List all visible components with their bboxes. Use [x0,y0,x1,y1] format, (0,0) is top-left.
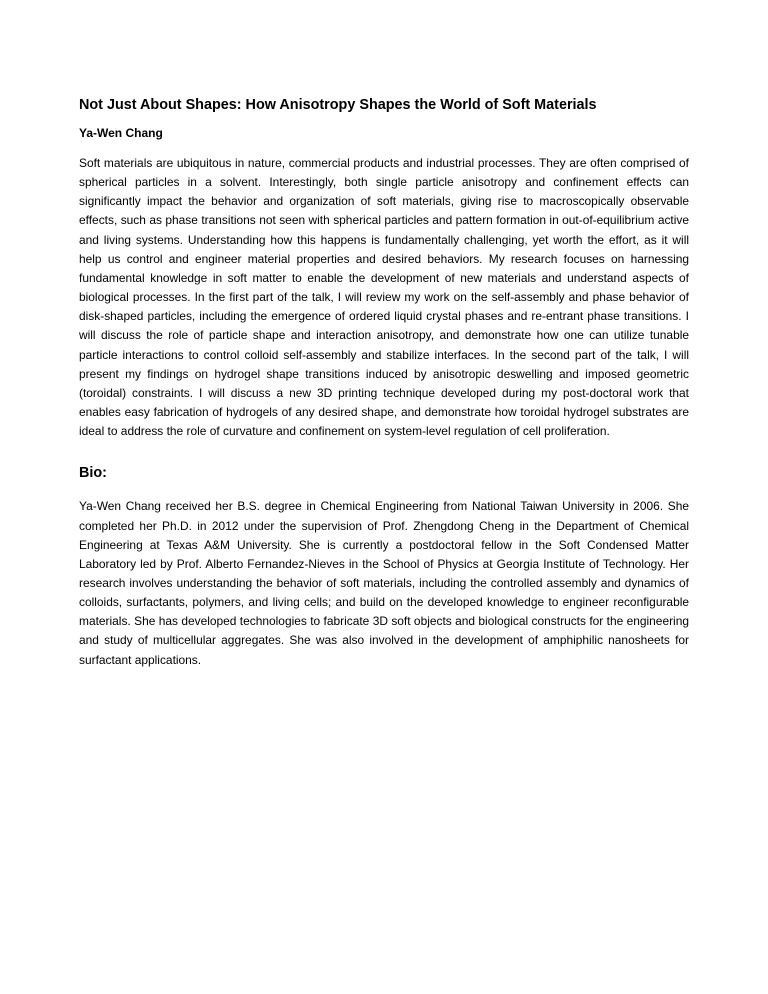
abstract-paragraph: Soft materials are ubiquitous in nature, commercial products and industrial processes. They are often comprised of spherical particles in a solvent. Interestingly, both single particle anisotropy and confinement effects can significantly impact the behavior and organization of soft materials, giving rise to macroscopically observable effects, such as phase transitions not seen with spherical particles and pattern formation in out-of-equilibrium active and living systems. Understanding how this happens is fundamentally challenging, yet worth the effort, as it will help us control and engineer material properties and desired behaviors. My research focuses on harnessing fundamental knowledge in soft matter to enable the development of new materials and understand aspects of biological processes. In the first part of the talk, I will review my work on the self-assembly and phase behavior of disk-shaped particles, including the emergence of ordered liquid crystal phases and re-entrant phase transitions. I will discuss the role of particle shape and interaction anisotropy, and demonstrate how one can utilize tunable particle interactions to control colloid self-assembly and stabilize interfaces. In the second part of the talk, I will present my findings on hydrogel shape transitions induced by anisotropic deswelling and imposed geometric (toroidal) constraints. I will discuss a new 3D printing technique developed during my post-doctoral work that enables easy fabrication of hydrogels of any desired shape, and demonstrate how toroidal hydrogel substrates are ideal to address the role of curvature and confinement on system-level regulation of cell proliferation. [79,156,689,439]
speaker-name: Ya-Wen Chang [79,126,163,140]
bio-heading: Bio: [79,465,107,482]
bio-paragraph: Ya-Wen Chang received her B.S. degree in Chemical Engineering from National Taiwan University in 2006. She completed her Ph.D. in 2012 under the supervision of Prof. Zhengdong Cheng in the Department of Chemical Engineering at Texas A&M University. She is currently a postdoctoral fellow in the Soft Condensed Matter Laboratory led by Prof. Alberto Fernandez-Nieves in the School of Physics at Georgia Institute of Technology. Her research involves understanding the behavior of soft materials, including the controlled assembly and dynamics of colloids, surfactants, polymers, and living cells; and build on the developed knowledge to engineer reconfigurable materials. She has developed technologies to fabricate 3D soft objects and biological constructs for the engineering and study of multicellular aggregates. She was also involved in the development of amphiphilic nanosheets for surfactant applications. [79,499,689,667]
talk-title: Not Just About Shapes: How Anisotropy Shapes the World of Soft Materials [79,97,597,113]
document-body [79,95,689,670]
